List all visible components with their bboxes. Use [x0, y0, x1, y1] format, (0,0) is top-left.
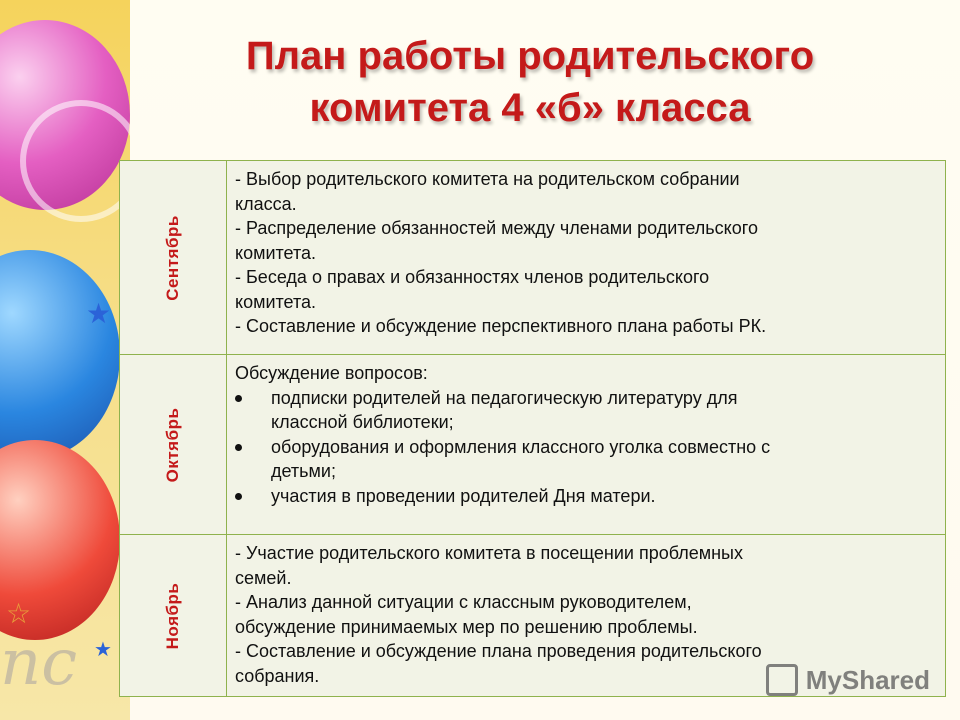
page-title [120, 30, 940, 134]
logo-text: MyShared [805, 664, 930, 695]
list-item [235, 484, 937, 509]
site-logo [766, 664, 930, 696]
text-line: класса. [235, 193, 297, 214]
list-item [235, 386, 937, 435]
content-cell [227, 355, 946, 535]
balloons-decoration [0, 0, 130, 720]
bullet-icon [235, 493, 242, 500]
title-line-2: комитета 4 «б» класса [309, 86, 751, 130]
text-line: комитета. [235, 242, 317, 263]
text-line: - Беседа о правах и обязанностях членов родительского [235, 267, 710, 287]
content-cell [227, 161, 946, 355]
plan-table [119, 160, 946, 697]
decor-watermark: nc [0, 626, 78, 700]
bullet-icon [235, 444, 242, 451]
month-label: Сентябрь [163, 214, 182, 301]
list-item [235, 435, 937, 484]
text-line: классной библиотеки; [271, 412, 454, 432]
intro-line: Обсуждение вопросов: [235, 363, 428, 383]
text-line: собрания. [235, 665, 320, 686]
text-line: - Анализ данной ситуации с классным руководителем, [235, 592, 692, 612]
text-line: подписки родителей на педагогическую литературу для [271, 387, 738, 408]
bullet-list [235, 386, 937, 509]
table-row-september [120, 161, 946, 355]
text-line: - Выбор родительского комитета на родительском собрании [235, 169, 740, 189]
month-cell [120, 161, 227, 355]
text-line: участия в проведении родителей Дня матери. [271, 485, 656, 506]
balloon-ring [20, 100, 130, 222]
bullet-icon [235, 395, 242, 402]
text-line: - Распределение обязанностей между членами родительского [235, 218, 758, 238]
text-line: детьми; [271, 461, 336, 481]
text-line: - Участие родительского комитета в посещении проблемных [235, 543, 743, 563]
text-line: семей. [235, 567, 292, 588]
text-line: оборудования и оформления классного уголка совместно с [271, 436, 771, 457]
month-cell [120, 535, 227, 697]
text-line: - Составление и обсуждение плана проведения родительского [235, 641, 762, 661]
month-label: Октябрь [163, 407, 182, 482]
title-line-1: План работы родительского [245, 34, 815, 78]
text-line: обсуждение принимаемых мер по решению проблемы. [235, 616, 698, 637]
table-row-october [120, 355, 946, 535]
star-icon: ☆ [6, 598, 32, 629]
text-line: - Составление и обсуждение перспективного плана работы РК. [235, 316, 767, 336]
star-icon: ★ [86, 298, 112, 329]
logo-icon [766, 664, 798, 696]
star-icon: ★ [94, 639, 112, 661]
text-line: комитета. [235, 291, 317, 312]
month-label: Ноябрь [163, 582, 182, 649]
month-cell [120, 355, 227, 535]
